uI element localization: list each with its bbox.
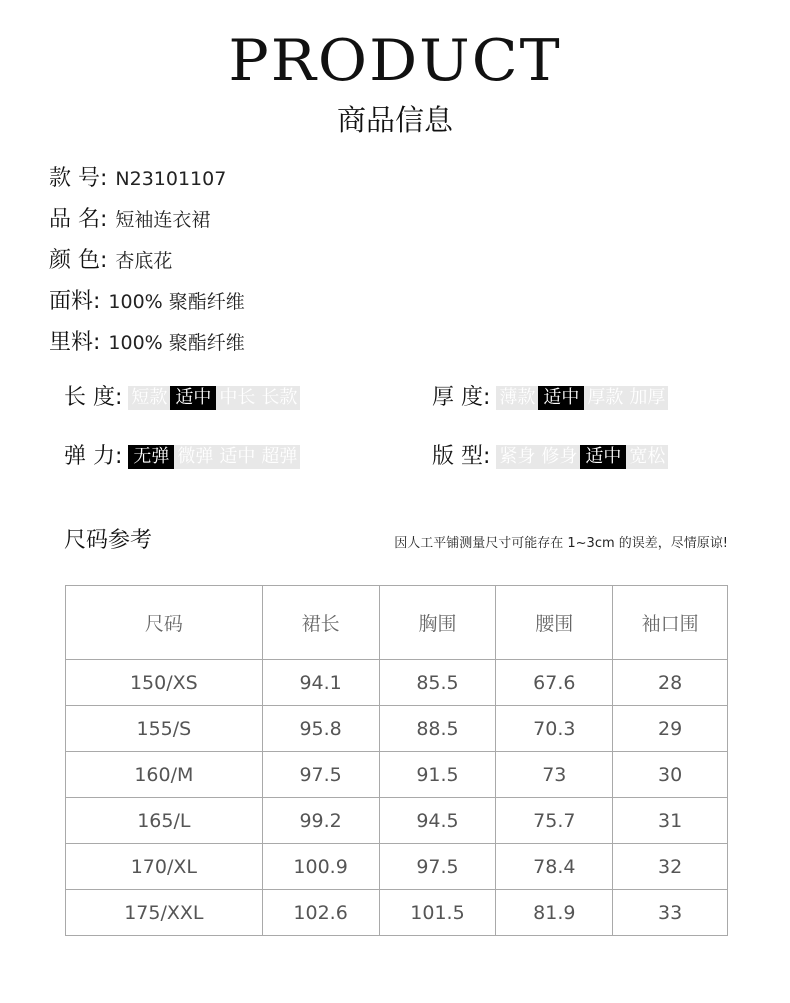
table-cell: 78.4 — [496, 844, 613, 890]
option-fit-2: 适中 — [580, 445, 626, 469]
table-cell: 100.9 — [262, 844, 379, 890]
option-group — [496, 445, 668, 469]
info-row-product-name — [49, 205, 210, 235]
info-label: 款 号: — [49, 166, 108, 191]
option-elasticity-0: 无弹 — [128, 445, 174, 469]
header-cuff: 袖口围 — [613, 586, 728, 660]
info-row-lining — [49, 328, 245, 358]
info-row-style-number — [49, 164, 226, 194]
option-group — [496, 386, 668, 410]
table-cell: 165/L — [66, 798, 263, 844]
option-fit-0: 紧身 — [499, 445, 536, 467]
table-cell: 85.5 — [379, 660, 496, 706]
size-heading: 尺码参考 — [64, 528, 153, 553]
info-row-fabric — [49, 287, 245, 317]
option-thickness-1: 适中 — [538, 386, 584, 410]
info-label: 里料: — [49, 330, 101, 355]
table-cell: 155/S — [66, 706, 263, 752]
table-row — [66, 844, 728, 890]
option-elasticity-1: 微弹 — [177, 445, 214, 467]
table-cell: 150/XS — [66, 660, 263, 706]
table-cell: 99.2 — [262, 798, 379, 844]
table-cell: 101.5 — [379, 890, 496, 936]
table-row — [66, 706, 728, 752]
attr-label: 长 度: — [64, 384, 123, 410]
table-row — [66, 798, 728, 844]
size-table — [65, 585, 728, 936]
table-cell: 160/M — [66, 752, 263, 798]
option-length-2: 中长 — [219, 386, 256, 408]
attr-label: 弹 力: — [64, 443, 123, 469]
option-group — [128, 386, 300, 410]
attr-label: 厚 度: — [432, 384, 491, 410]
info-value: N23101107 — [115, 168, 227, 190]
info-label: 颜 色: — [49, 248, 108, 273]
table-cell: 95.8 — [262, 706, 379, 752]
option-elasticity-2: 适中 — [219, 445, 256, 467]
option-length-1: 适中 — [170, 386, 216, 410]
option-thickness-3: 加厚 — [629, 386, 666, 408]
table-cell: 75.7 — [496, 798, 613, 844]
header-size: 尺码 — [66, 586, 263, 660]
attr-thickness — [432, 382, 668, 412]
option-fit-3: 宽松 — [629, 445, 666, 467]
option-thickness-2: 厚款 — [587, 386, 624, 408]
info-value: 100% 聚酯纤维 — [108, 291, 245, 313]
table-cell: 31 — [613, 798, 728, 844]
table-cell: 88.5 — [379, 706, 496, 752]
table-cell: 28 — [613, 660, 728, 706]
info-value: 短袖连衣裙 — [115, 209, 211, 231]
option-elasticity-3: 超弹 — [261, 445, 298, 467]
table-cell: 175/XXL — [66, 890, 263, 936]
info-label: 品 名: — [49, 207, 108, 232]
info-label: 面料: — [49, 289, 101, 314]
header-bust: 胸围 — [379, 586, 496, 660]
size-note: 因人工平铺测量尺寸可能存在 1~3cm 的误差，尽情原谅! — [394, 536, 728, 551]
attr-length — [64, 382, 300, 412]
table-cell: 94.1 — [262, 660, 379, 706]
table-cell: 70.3 — [496, 706, 613, 752]
table-cell: 67.6 — [496, 660, 613, 706]
attr-label: 版 型: — [432, 443, 491, 469]
info-row-color — [49, 246, 172, 276]
size-table-header-row — [66, 586, 728, 660]
table-row — [66, 660, 728, 706]
info-value: 杏底花 — [115, 250, 173, 272]
attr-fit — [432, 441, 668, 471]
table-cell: 32 — [613, 844, 728, 890]
page-subtitle: 商品信息 — [336, 103, 453, 137]
option-thickness-0: 薄款 — [499, 386, 536, 408]
table-cell: 97.5 — [262, 752, 379, 798]
table-cell: 91.5 — [379, 752, 496, 798]
table-cell: 33 — [613, 890, 728, 936]
page-title: PRODUCT — [228, 27, 562, 95]
option-group — [128, 445, 300, 469]
table-cell: 73 — [496, 752, 613, 798]
option-length-3: 长款 — [261, 386, 298, 408]
option-length-0: 短款 — [131, 386, 168, 408]
table-row — [66, 752, 728, 798]
attr-elasticity — [64, 441, 300, 471]
header-dress-length: 裙长 — [262, 586, 379, 660]
option-fit-1: 修身 — [541, 445, 578, 467]
table-cell: 81.9 — [496, 890, 613, 936]
info-value: 100% 聚酯纤维 — [108, 332, 245, 354]
table-cell: 30 — [613, 752, 728, 798]
table-cell: 94.5 — [379, 798, 496, 844]
header-waist: 腰围 — [496, 586, 613, 660]
table-cell: 97.5 — [379, 844, 496, 890]
table-cell: 170/XL — [66, 844, 263, 890]
table-row — [66, 890, 728, 936]
table-cell: 102.6 — [262, 890, 379, 936]
table-cell: 29 — [613, 706, 728, 752]
